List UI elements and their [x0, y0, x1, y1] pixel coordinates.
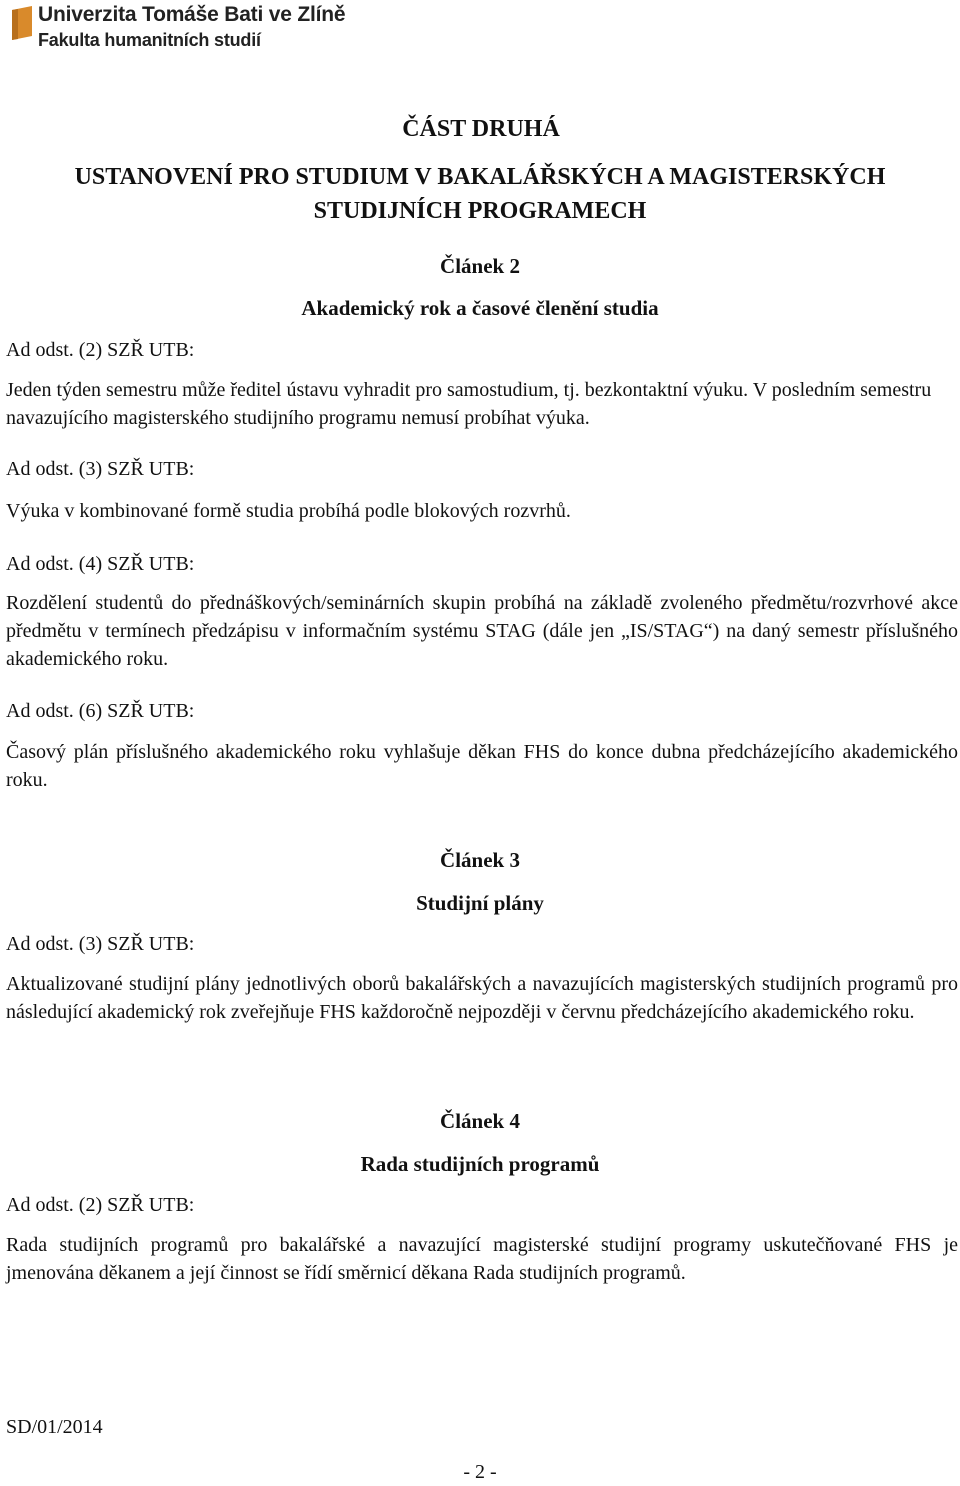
- article-3-number: Článek 3: [440, 848, 520, 872]
- section-paragraph: Aktualizované studijní plány jednotlivých oborů bakalářských a navazujících magisterských studijních programů pro následující akademický rok zveřejňuje FHS každoročně nejpozději v červnu předcházejícího akademického roku.: [6, 973, 958, 1023]
- section-paragraph: Časový plán příslušného akademického roku vyhlašuje děkan FHS do konce dubna předcházejícího akademického roku.: [6, 741, 958, 791]
- university-logo-icon: [10, 6, 34, 40]
- article-3-title: Studijní plány: [416, 891, 544, 915]
- part-title: ČÁST DRUHÁ: [402, 116, 560, 142]
- section-paragraph: Rozdělení studentů do přednáškových/seminárních skupin probíhá na základě zvoleného předmětu/rozvrhové akce předmětu v termínech předzápisu v informačním systému STAG (dále jen „IS/STAG“) na daný semestr příslušného akademického roku.: [6, 592, 958, 670]
- section-reference: Ad odst. (3) SZŘ UTB:: [6, 458, 195, 480]
- article-4-title: Rada studijních programů: [360, 1152, 600, 1176]
- section-reference: Ad odst. (3) SZŘ UTB:: [6, 933, 195, 955]
- section-reference: Ad odst. (6) SZŘ UTB:: [6, 700, 195, 722]
- article-2-title: Akademický rok a časové členění studia: [301, 296, 659, 320]
- section-paragraph: Výuka v kombinované formě studia probíhá podle blokových rozvrhů.: [6, 500, 571, 522]
- section-reference: Ad odst. (4) SZŘ UTB:: [6, 553, 195, 575]
- article-2-number: Článek 2: [440, 254, 520, 278]
- university-name: Univerzita Tomáše Bati ve Zlíně: [38, 3, 346, 26]
- article-4-number: Článek 4: [440, 1109, 520, 1133]
- page-number: - 2 -: [463, 1461, 497, 1483]
- section-paragraph: Jeden týden semestru může ředitel ústavu vyhradit pro samostudium, tj. bezkontaktní výuku. V posledním semestru navazujícího magisterského studijního programu nemusí probíhat výuka.: [6, 379, 932, 429]
- section-paragraph: Rada studijních programů pro bakalářské a navazující magisterské studijní programy uskutečňované FHS je jmenována děkanem a její činnost se řídí směrnicí děkana Rada studijních programů.: [6, 1234, 958, 1284]
- faculty-name: Fakulta humanitních studií: [38, 30, 261, 50]
- section-reference: Ad odst. (2) SZŘ UTB:: [6, 339, 195, 361]
- part-subtitle: USTANOVENÍ PRO STUDIUM V BAKALÁŘSKÝCH A MAGISTERSKÝCH STUDIJNÍCH PROGRAMECH: [74, 164, 886, 224]
- document-id: SD/01/2014: [6, 1416, 103, 1438]
- section-reference: Ad odst. (2) SZŘ UTB:: [6, 1194, 195, 1216]
- university-header: [38, 4, 345, 49]
